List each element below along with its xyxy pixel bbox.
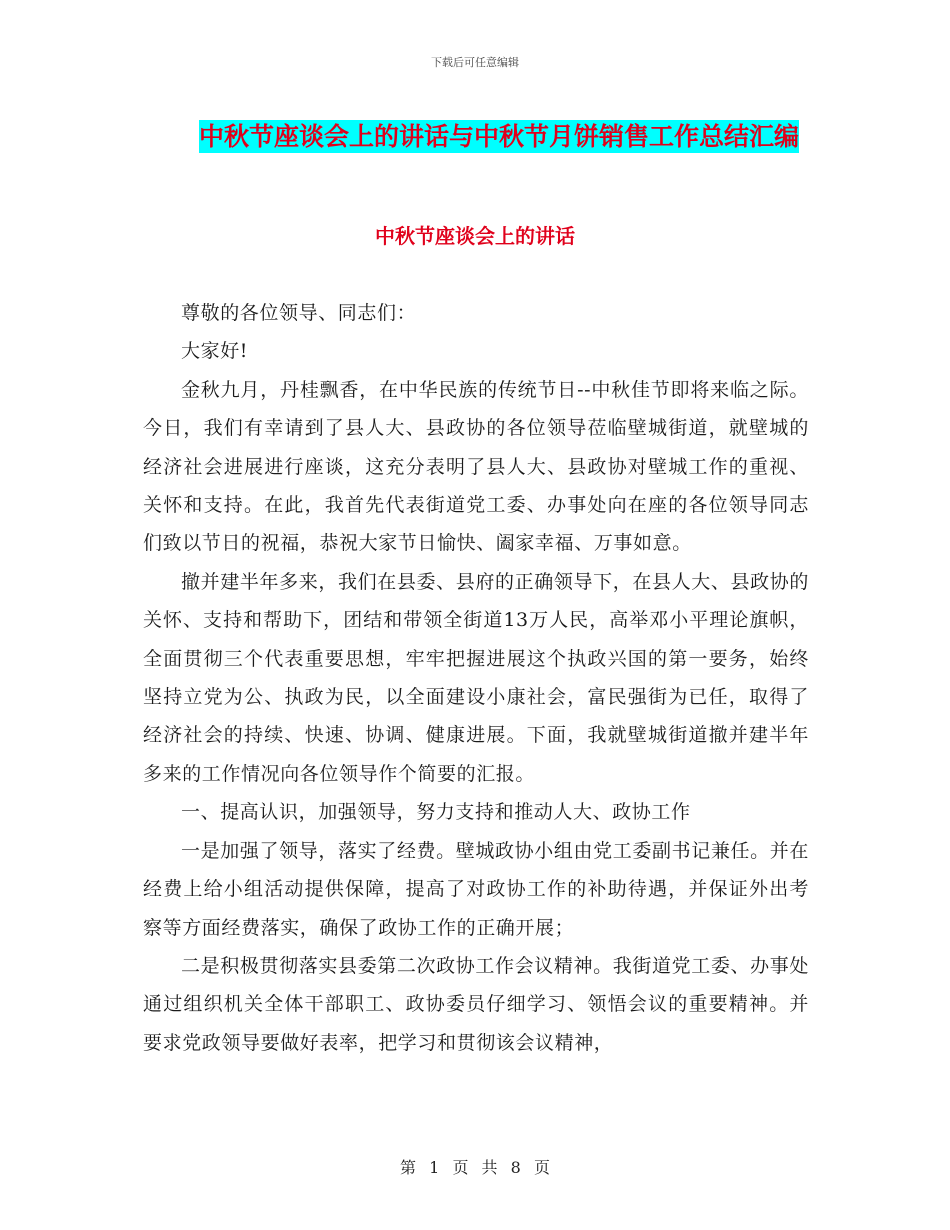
salutation: 尊敬的各位领导、同志们：: [181, 302, 417, 324]
paragraph: 二是积极贯彻落实县委第二次政协工作会议精神。我街道党工委、办事处通过组织机关全体干部职工、政协委员仔细学习、领悟会议的重要精神。并要求党政领导要做好表率，把学习和贯彻该会议精神，: [143, 954, 809, 1054]
header-note: 下载后可任意编辑: [431, 56, 519, 69]
section-heading: 一、提高认识，加强领导，努力支持和推动人大、政协工作: [181, 801, 691, 824]
document-body: [143, 294, 809, 1062]
document-title: [193, 112, 805, 161]
document-title-text: 中秋节座谈会上的讲话与中秋节月饼销售工作总结汇编: [198, 122, 799, 151]
paragraph: 一是加强了领导，落实了经费。壁城政协小组由党工委副书记兼任。并在经费上给小组活动提供保障，提高了对政协工作的补助待遇，并保证外出考察等方面经费落实，确保了政协工作的正确开展；: [143, 839, 809, 939]
paragraph: 金秋九月，丹桂飘香，在中华民族的传统节日--中秋佳节即将来临之际。今日，我们有幸请到了县人大、县政协的各位领导莅临壁城街道，就壁城的经济社会进展进行座谈，这充分表明了县人大、县政协对壁城工作的重视、关怀和支持。在此，我首先代表街道党工委、办事处向在座的各位领导同志们致以节日的祝福，恭祝大家节日愉快、阖家幸福、万事如意。: [143, 378, 809, 555]
greeting: 大家好!: [181, 340, 249, 363]
footer-prefix: 第: [400, 1158, 417, 1177]
footer-mid2: 共: [481, 1158, 498, 1177]
footer-mid1: 页: [452, 1158, 469, 1177]
paragraph: 撤并建半年多来，我们在县委、县府的正确领导下，在县人大、县政协的关怀、支持和帮助下，团结和带领全街道13万人民，高举邓小平理论旗帜，全面贯彻三个代表重要思想，牢牢把握进展这个执政兴国的第一要务，始终坚持立党为公、执政为民，以全面建设小康社会，富民强街为已任，取得了经济社会的持续、快速、协调、健康进展。下面，我就壁城街道撤并建半年多来的工作情况向各位领导作个简要的汇报。: [143, 570, 809, 785]
section-title: 中秋节座谈会上的讲话: [375, 224, 575, 248]
footer-suffix: 页: [533, 1158, 550, 1177]
total-pages: 8: [510, 1158, 521, 1177]
page-number: 1: [429, 1158, 440, 1177]
page-footer: [0, 1155, 950, 1178]
